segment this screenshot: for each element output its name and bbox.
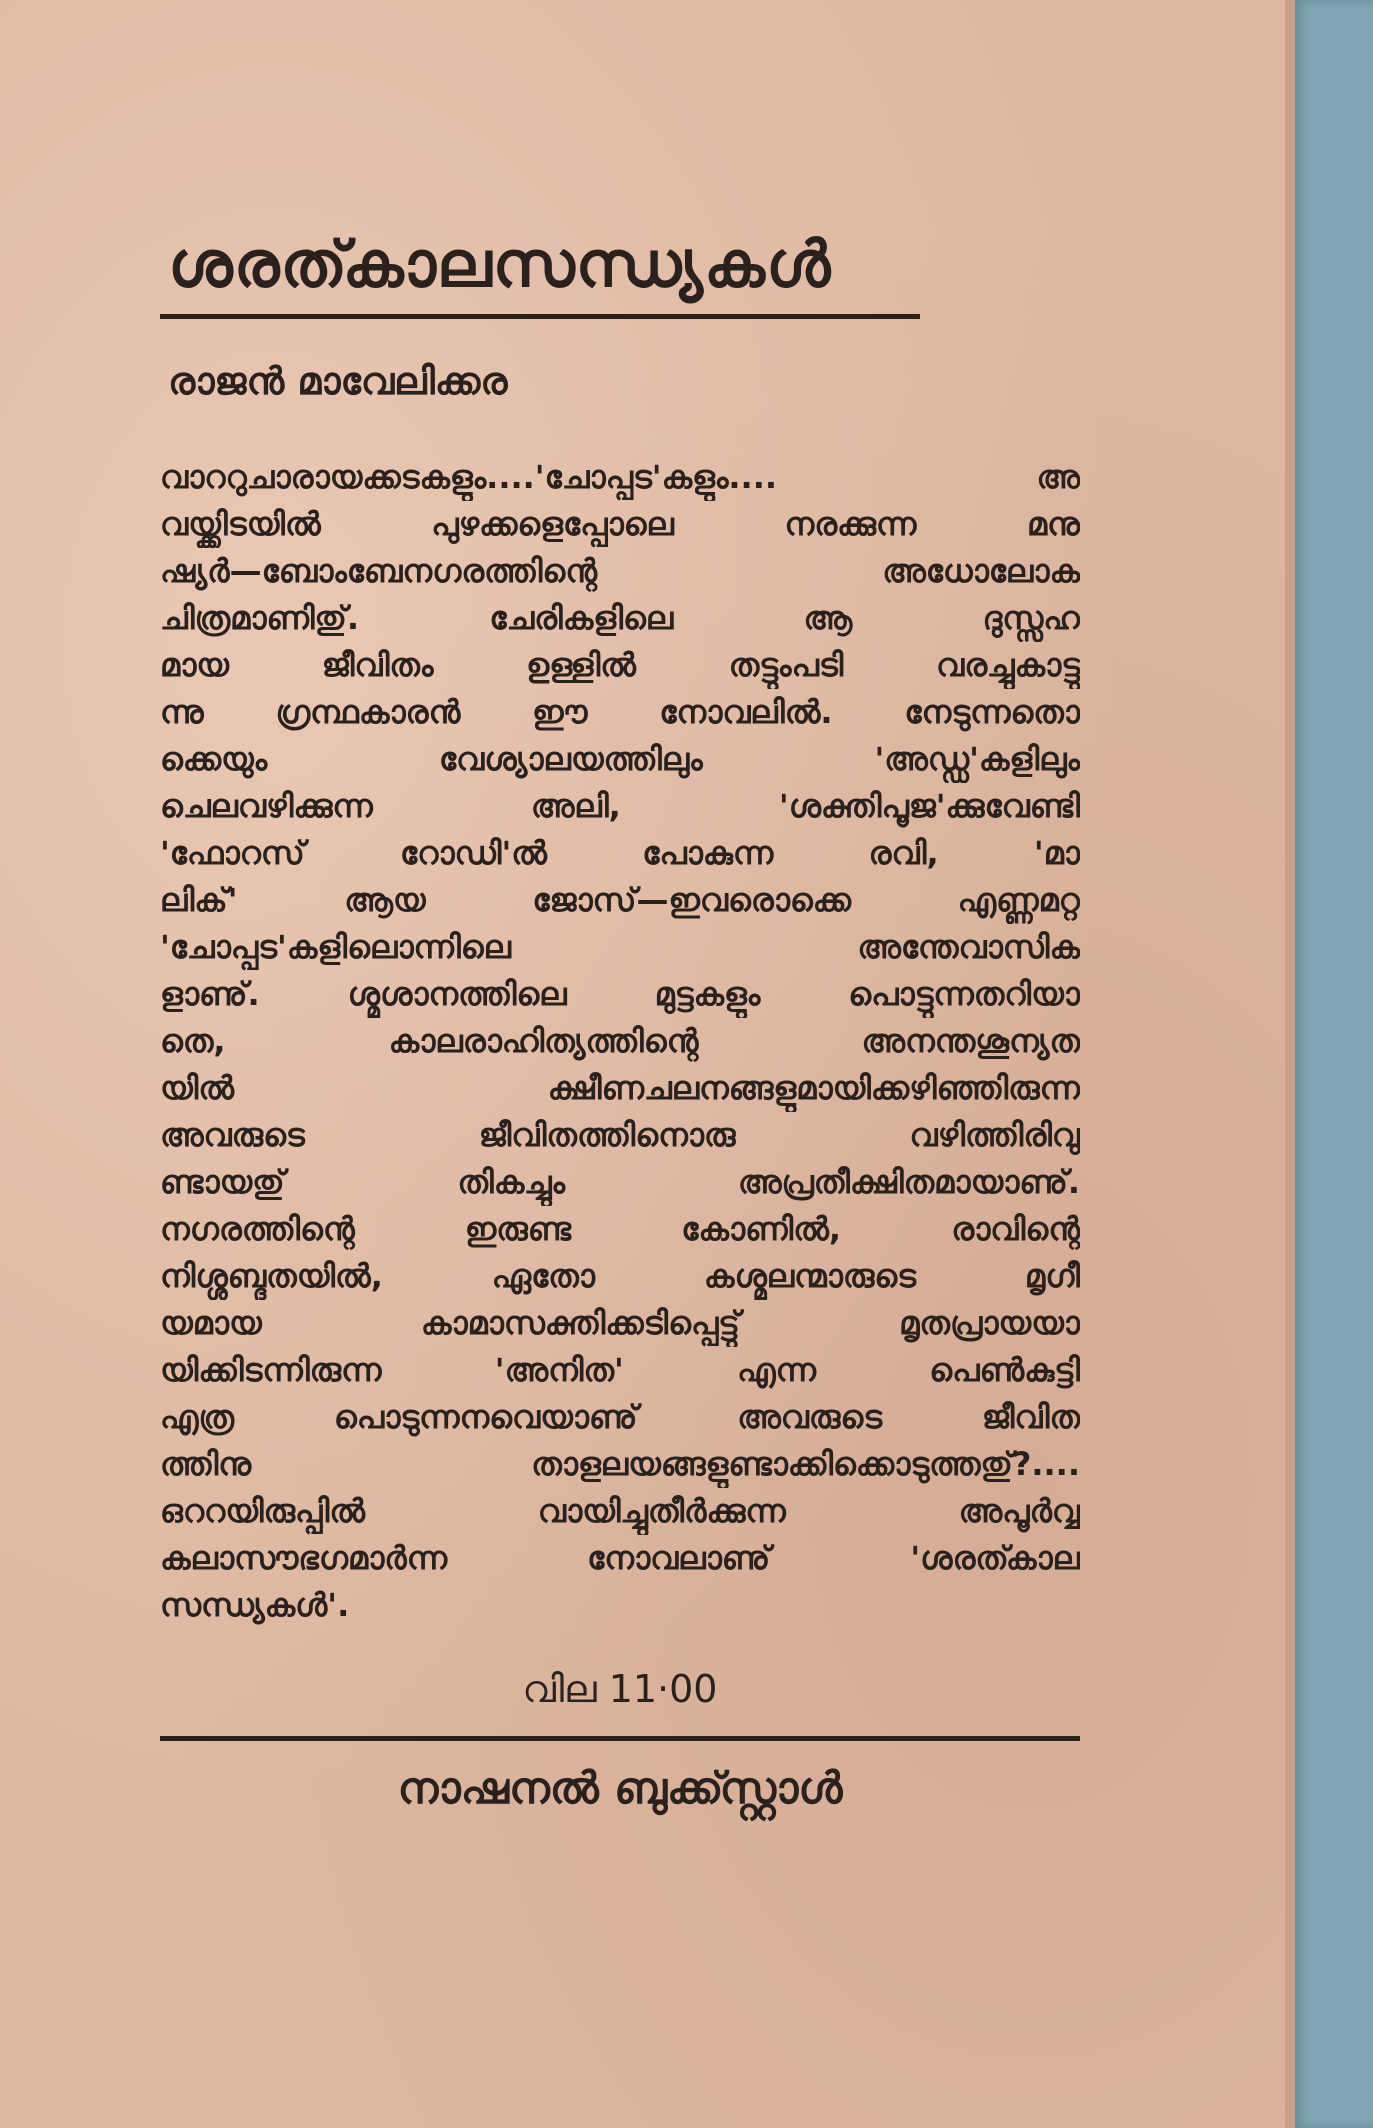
blurb-line: മായ ജീവിതം ഉള്ളിൽ തട്ടുംപടി വരച്ചുകാട്ടു xyxy=(160,646,1080,685)
blurb-line: വയ്ക്കിടയിൽ പുഴക്കളെപ്പോലെ നരക്കുന്ന മനു xyxy=(160,505,1080,544)
title-underline xyxy=(160,314,920,319)
blurb-line: വാററുചാരായക്കടകളും....'ചോപ്പട'കളും.... അ xyxy=(160,458,1080,497)
price-label: വില 11·00 xyxy=(522,1667,718,1712)
blurb-line: സന്ധ്യകൾ'. xyxy=(160,1586,350,1625)
blurb-line: നഗരത്തിന്റെ ഇരുണ്ട കോണിൽ, രാവിന്റെ xyxy=(160,1210,1080,1249)
blurb-line: 'ചോപ്പട'കളിലൊന്നിലെ അന്തേവാസിക xyxy=(160,928,1080,967)
blurb-line: ത്തിനു താളലയങ്ങളുണ്ടാക്കിക്കൊടുത്തതു്?.... xyxy=(160,1445,1080,1484)
blurb-line: നിശ്ശബ്ദതയിൽ, ഏതോ കശ്മലന്മാരുടെ മൃഗീ xyxy=(160,1257,1080,1296)
blurb-line: യമായ കാമാസക്തിക്കടിപ്പെട്ടു് മൃതപ്രായയാ xyxy=(160,1304,1080,1343)
blurb-line: ഒററയിരുപ്പിൽ വായിച്ചുതീർക്കുന്ന അപൂർവ്വ xyxy=(160,1492,1080,1531)
blurb-line: യിൽ ക്ഷീണചലനങ്ങളുമായിക്കഴിഞ്ഞിരുന്ന xyxy=(160,1069,1080,1108)
blurb-line: ളാണു്. ശ്മശാനത്തിലെ മുട്ടകളും പൊട്ടുന്നതറിയാ xyxy=(160,975,1080,1014)
cover-content xyxy=(160,230,1100,1814)
blurb-line: ക്കെയും വേശ്യാലയത്തിലും 'അഡ്ഡ'കളിലും xyxy=(160,740,1080,779)
blurb-line: എത്ര പൊടുന്നനവെയാണു് അവരുടെ ജീവിത xyxy=(160,1398,1080,1437)
page-edge xyxy=(1285,0,1295,2128)
blurb-line: ന്നു ഗ്രന്ഥകാരൻ ഈ നോവലിൽ. നേടുന്നതൊ xyxy=(160,693,1080,732)
blurb-line: ണ്ടായതു് തികച്ചും അപ്രതീക്ഷിതമായാണു്. xyxy=(160,1163,1080,1202)
blurb-line: കലാസൗഭഗമാർന്ന നോവലാണു് 'ശരത്കാല xyxy=(160,1539,1080,1578)
blurb-line: തെ, കാലരാഹിത്യത്തിന്റെ അനന്തശൂന്യത xyxy=(160,1022,1080,1061)
blurb xyxy=(160,454,1080,1629)
publisher-name: നാഷനൽ ബുക്ക്സ്റ്റാൾ xyxy=(397,1763,843,1815)
author-name: രാജൻ മാവേലിക്കര xyxy=(168,359,508,404)
blurb-line: യിക്കിടന്നിരുന്ന 'അനിത' എന്ന പെൺകുട്ടി xyxy=(160,1351,1080,1390)
blurb-line: ചിത്രമാണിതു്. ചേരികളിലെ ആ ദുസ്സഹ xyxy=(160,599,1080,638)
blurb-line: 'ഫോറസ് റോഡി'ൽ പോകുന്ന രവി, 'മാ xyxy=(160,834,1080,873)
blurb-line: ചെലവഴിക്കുന്ന അലി, 'ശക്തിപൂജ'ക്കുവേണ്ടി xyxy=(160,787,1080,826)
blurb-line: ഷ്യർ—ബോംബേനഗരത്തിന്റെ അധോലോക xyxy=(160,552,1080,591)
publisher-divider xyxy=(160,1736,1080,1741)
blurb-line: ലിക്' ആയ ജോസ്—ഇവരൊക്കെ എണ്ണമറ്റ xyxy=(160,881,1080,920)
blurb-line: അവരുടെ ജീവിതത്തിനൊരു വഴിത്തിരിവു xyxy=(160,1116,1080,1155)
book-title: ശരത്കാലസന്ധ്യകൾ xyxy=(168,228,832,302)
book-spine xyxy=(1295,0,1373,2128)
